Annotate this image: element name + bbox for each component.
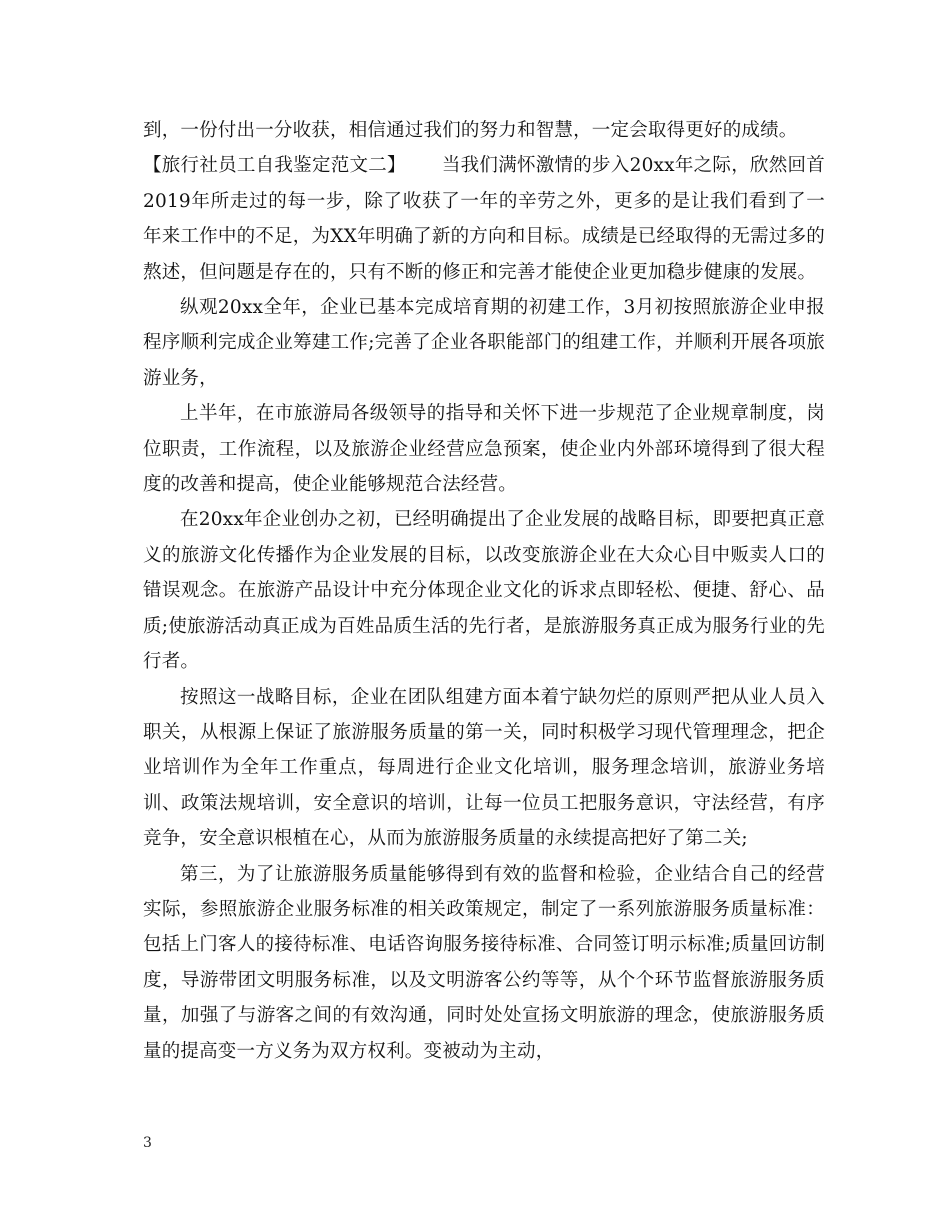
page-number: 3 (143, 1135, 152, 1151)
section-heading: 【旅行社员工自我鉴定范文二】 (143, 155, 406, 177)
paragraph: 上半年，在市旅游局各级领导的指导和关怀下进一步规范了企业规章制度，岗位职责，工作流程，以及旅游企业经营应急预案，使企业内外部环境得到了很大程度的改善和提高，使企业能够规范合法经营。 (143, 403, 825, 496)
paragraph: 按照这一战略目标，企业在团队组建方面本着宁缺勿烂的原则严把从业人员入职关，从根源上保证了旅游服务质量的第一关，同时积极学习现代管理理念，把企业培训作为全年工作重点，每周进行企业文化培训，服务理念培训，旅游业务培训、政策法规培训，安全意识的培训，让每一位员工把服务意识，守法经营，有序竞争，安全意识根植在心，从而为旅游服务质量的永续提高把好了第二关; (143, 686, 825, 850)
paragraph: 在20xx年企业创办之初，已经明确提出了企业发展的战略目标，即要把真正意义的旅游文化传播作为企业发展的目标，以改变旅游企业在大众心目中贩卖人口的错误观念。在旅游产品设计中充分体现企业文化的诉求点即轻松、便捷、舒心、品质;使旅游活动真正成为百姓品质生活的先行者，是旅游服务真正成为服务行业的先行者。 (143, 509, 825, 673)
section-intro: 当我们满怀激情的步入20xx年之际，欣然回首2019年所走过的每一步，除了收获了一年的辛劳之外，更多的是让我们看到了一年来工作中的不足，为XX年明确了新的方向和目标。成绩是已经取得的无需过多的熬述，但问题是存在的，只有不断的修正和完善才能使企业更加稳步健康的发展。 (143, 155, 825, 283)
section-paragraph (143, 148, 825, 290)
paragraph-continuation: 到，一份付出一分收获，相信通过我们的努力和智慧，一定会取得更好的成绩。 (143, 120, 798, 141)
paragraph: 第三，为了让旅游服务质量能够得到有效的监督和检验，企业结合自己的经营实际，参照旅游企业服务标准的相关政策规定，制定了一系列旅游服务质量标准：包括上门客人的接待标准、电话咨询服务接待标准、合同签订明示标准;质量回访制度，导游带团文明服务标准，以及文明游客公约等等，从个个环节监督旅游服务质量，加强了与游客之间的有效沟通，同时处处宣扬文明旅游的理念，使旅游服务质量的提高变一方义务为双方权利。变被动为主动， (143, 863, 825, 1062)
document-body (143, 113, 825, 1069)
paragraph: 纵观20xx全年，企业已基本完成培育期的初建工作，3月初按照旅游企业申报程序顺利完成企业筹建工作;完善了企业各职能部门的组建工作，并顺利开展各项旅游业务， (143, 297, 825, 389)
